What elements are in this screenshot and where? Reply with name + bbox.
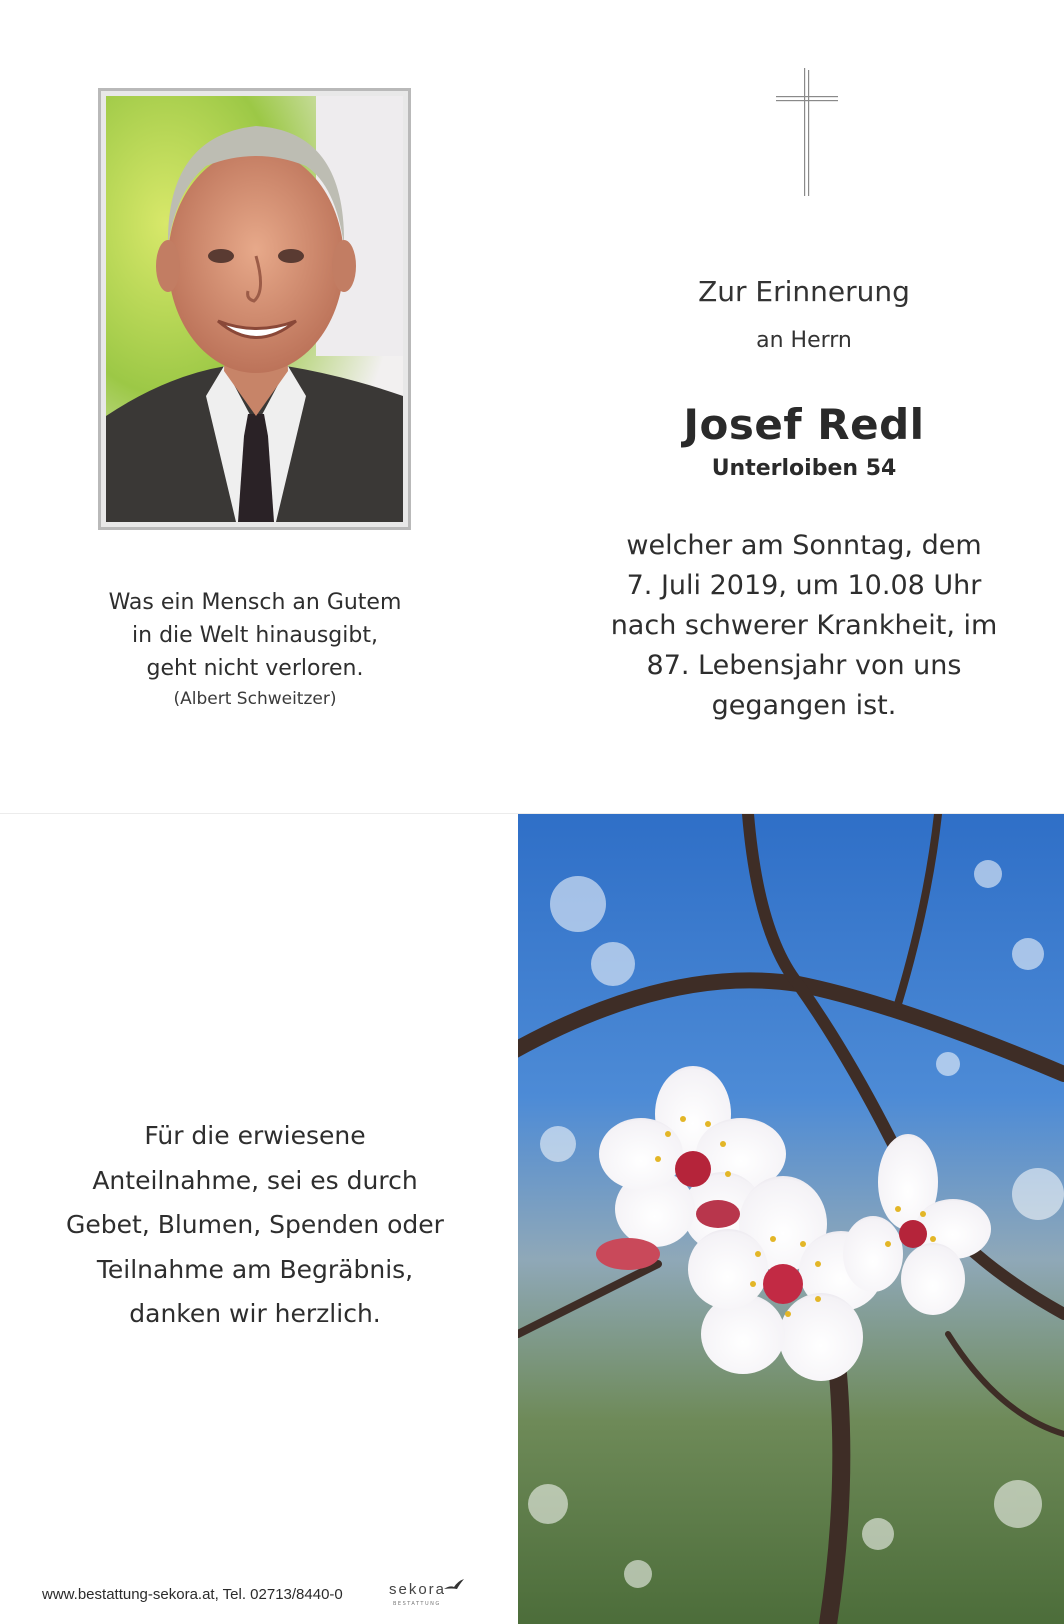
obituary-text [598, 526, 1010, 726]
quote-block [70, 586, 440, 713]
footer-contact: www.bestattung-sekora.at, Tel. 02713/8440-0 [42, 1586, 343, 1603]
quote-line: Was ein Mensch an Gutem [108, 590, 402, 615]
obituary-line: 87. Lebensjahr von uns [646, 650, 962, 681]
memorial-title: Zur Erinnerung [698, 275, 910, 308]
bird-logo-icon [444, 1578, 464, 1592]
obituary-line: 7. Juli 2019, um 10.08 Uhr [626, 570, 982, 601]
thanks-line: Teilnahme am Begräbnis, [96, 1254, 414, 1284]
company-logo: sekora [389, 1581, 447, 1598]
obituary-line: nach schwerer Krankheit, im [610, 610, 998, 641]
obituary-line: gegangen ist. [711, 690, 897, 721]
quote-line: geht nicht verloren. [146, 656, 364, 681]
person-portrait-icon [106, 96, 403, 522]
thanks-line: Für die erwiesene [144, 1121, 366, 1150]
quote-line: in die Welt hinausgibt, [132, 623, 378, 648]
thanks-line: danken wir herzlich. [129, 1299, 381, 1328]
memorial-subtitle: an Herrn [756, 328, 852, 353]
thanks-line: Gebet, Blumen, Spenden oder [66, 1210, 444, 1239]
obituary-line: welcher am Sonntag, dem [626, 530, 982, 561]
company-logo-subtext: BESTATTUNG [393, 1601, 441, 1607]
thanks-block [40, 1114, 470, 1337]
cross-icon [772, 68, 840, 198]
thanks-line: Anteilnahme, sei es durch [92, 1165, 418, 1195]
portrait-photo [106, 96, 403, 522]
deceased-address: Unterloiben 54 [711, 456, 897, 481]
apricot-blossom-icon [518, 814, 1064, 1624]
quote-author: (Albert Schweitzer) [173, 689, 337, 709]
blossom-photo [518, 814, 1064, 1624]
portrait-photo-frame [98, 88, 411, 530]
deceased-name: Josef Redl [683, 400, 925, 449]
